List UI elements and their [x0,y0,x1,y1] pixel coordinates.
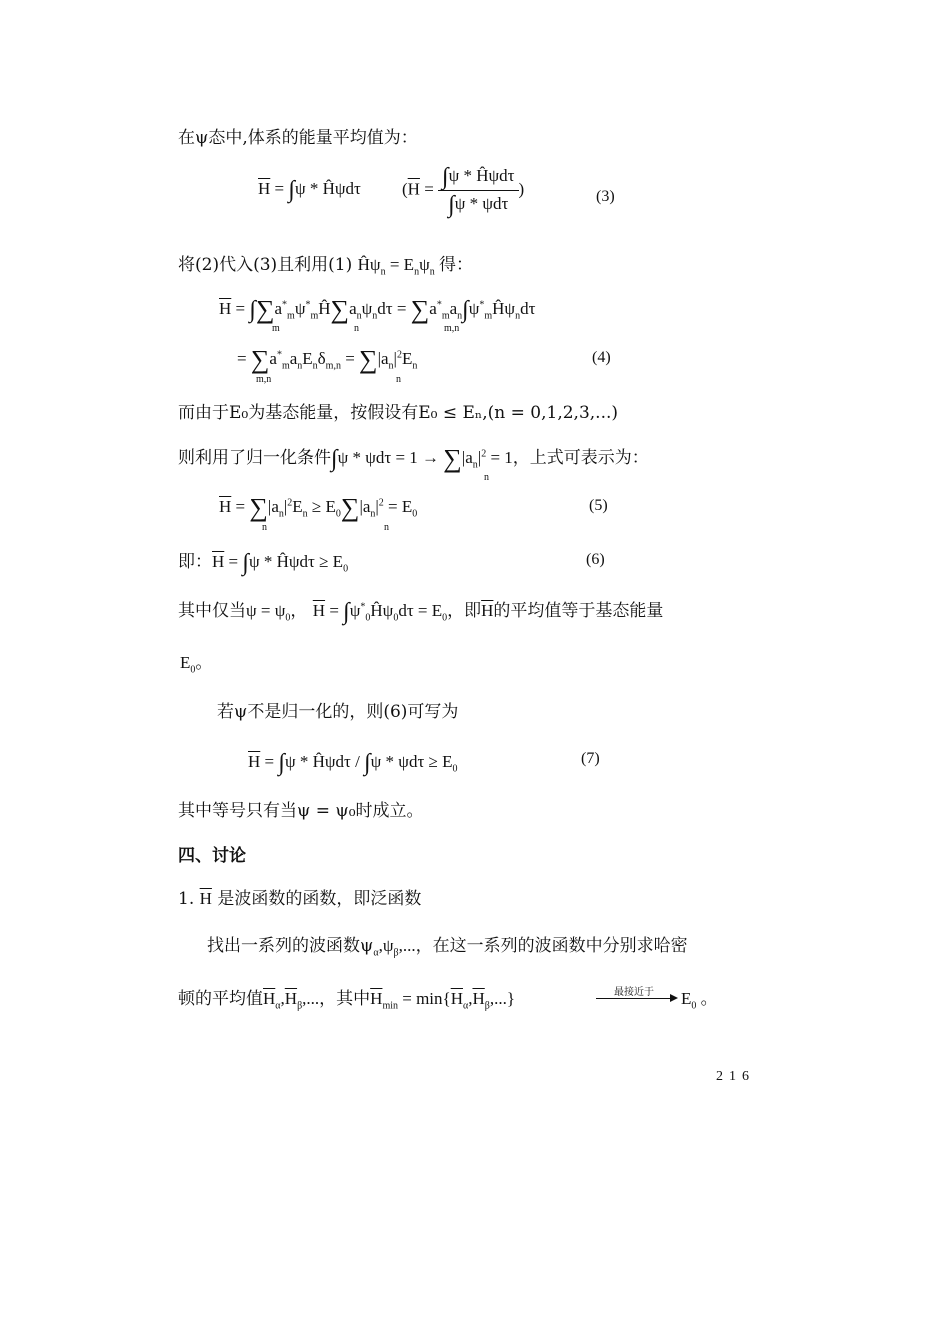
equation-6-prefix: 即： [178,552,212,572]
equation-3-fraction: ($\overline{H}$ = $\frac{\text{∫ψ * Ĥψdτ}}{\text{∫ψ * ψdτ}}$ ) [402,164,525,218]
item-1-text: 是波函数的函数，即泛函数 [217,889,422,909]
intro-text: 在ψ态中,体系的能量平均值为： [178,128,418,148]
equation-3: $\overline{H} = \int\psi$ * Ĥψdτ [258,177,361,203]
equation-5: $\overline{H} = \sum|a_n|^2E_n \ge E_0\sum|a_n|^2 = E_0$ [219,493,418,522]
substitution-text: 将(2)代入(3)且利用(1) [178,255,353,275]
paragraph-text-a: 找出一系列的波函数ψ [207,936,374,956]
substitution-end: 得： [438,255,473,275]
equation-4-line2: = $\sum a^*_ma_nE_n\delta_{m,n} = \sum|a_n|^2E_n$ [237,345,418,374]
equation-6-number: (6) [586,551,605,568]
section-4-heading: 四、讨论 [178,846,246,866]
e0-line [180,652,212,674]
e0-symbol: $E_0$ [180,653,196,676]
paragraph-text-b: ，在这一系列的波函数中分别求哈密 [415,936,688,956]
normalization-text-a: 则利用了归一化条件 [178,448,331,468]
schrodinger-eq: $Ĥ\psi_n = E_n\psi_n$ [357,255,435,278]
paragraph2-text-a: 顿的平均值 [178,989,263,1009]
only-when-text-a: 其中仅当 [178,601,246,621]
equation-4-number: (4) [592,349,611,366]
normalization-text-b: ，上式可表示为： [512,448,649,468]
e0-period: 。 [195,653,213,673]
page-number: 216 [716,1069,755,1084]
arrow-line [596,998,672,999]
equation-4-line1: $\overline{H}$ = $\int\sum a^*_m\psi^*_mĤ\sum a_n\psi_nd\tau$ = $\sum a^*_ma_n\int\psi^*_mĤ\psi_nd\tau$ [219,295,536,324]
equation-5-number: (5) [589,497,608,514]
paragraph-psis: $_\alpha,\psi_\beta$,... [373,936,416,959]
only-when-line [178,600,663,623]
equality-line: 其中等号只有当ψ = ψ₀时成立。 [178,801,424,821]
only-when-h: $\overline{H}$ [481,601,494,620]
equation-7-number: (7) [581,750,600,767]
sum-index-n-3: n [484,472,489,483]
substitution-line [178,254,473,276]
paragraph2-text-b: ，其中 [319,989,371,1009]
sum-index-n-2: n [396,374,401,385]
only-when-text-c: 的平均值等于基态能量 [493,601,664,621]
item-1-number: 1. [178,889,195,909]
arrow-label: 最接近于 [614,987,654,998]
normalization-line [178,444,649,473]
equation-7: $\overline{H} = \int\psi$ * Ĥψdτ / $\int\psi * \psi d\tau \ge E_0$ [248,750,458,776]
only-when-text-b: ，即 [447,601,482,621]
paragraph2-hs: $\overline{H}_\alpha,\overline{H}_\beta$,... [263,989,320,1012]
normalization-eq: $\int\psi * \psi d\tau = 1 \to \sum|a_n|^2 = 1$ [331,444,513,473]
sum-index-m: m [272,323,280,334]
arrow-head [670,994,678,1002]
paragraph-line-2 [178,988,515,1010]
equation-6: $\overline{H} = \int\psi$ * Ĥψdτ ≥ $E_0$ [212,550,349,576]
sum-index-mn: m,n [444,323,460,334]
sum-index-n: n [354,323,359,334]
arrow-target: $E_0$ 。 [681,989,718,1012]
only-when-sep: ， [290,601,313,621]
only-when-eq: $\overline{H}$ = $\int\psi^*_0Ĥ\psi_0d\tau = E_0$ [312,599,448,625]
only-when-cond: $\psi = \psi_0$ [246,601,291,624]
not-normalized-line: 若ψ不是归一化的，则(6)可写为 [217,702,459,722]
paragraph-line-1 [207,935,688,957]
sum-index-n-5: n [384,522,389,533]
equation-6-line [178,551,348,574]
item-1-h: $\overline{H}$ [199,889,212,908]
sum-index-mn-2: m,n [256,374,272,385]
sum-index-n-4: n [262,522,267,533]
item-1 [178,888,421,910]
paragraph2-min: $\overline{H}_{min} = \min\{\overline{H}_\alpha,\overline{H}_\beta,...\}$ [370,989,516,1012]
equation-3-number: (3) [596,188,615,205]
ground-state-line: 而由于E₀为基态能量，按假设有E₀ ≤ Eₙ,(n = 0,1,2,3,...) [178,403,619,423]
